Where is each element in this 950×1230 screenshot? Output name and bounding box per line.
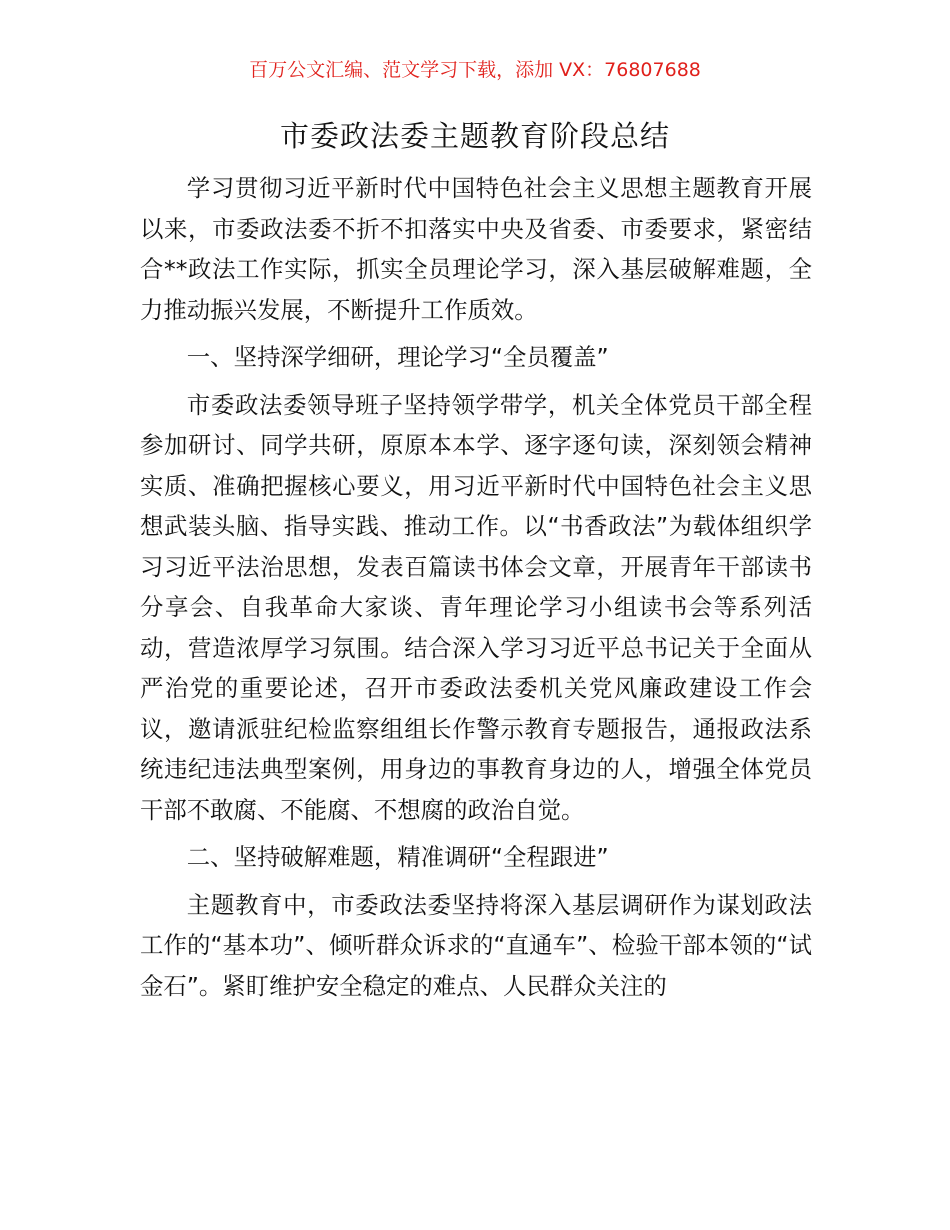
document-title: 市委政法委主题教育阶段总结 [279, 119, 670, 153]
section2-heading: 二、坚持破解难题，精准调研“全程跟进” [186, 843, 609, 871]
watermark-text: 百万公文汇编、范文学习下载，添加 VX：76807688 [249, 59, 701, 81]
section2-paragraph: 主题教育中，市委政法委坚持将深入基层调研作为谋划政法工作的“基本功”、倾听群众诉求的“直通车”、检验干部本领的“试金石”。紧盯维护安全稳定的难点、人民群众关注的 [140, 890, 812, 1000]
section1-paragraph: 市委政法委领导班子坚持领学带学，机关全体党员干部全程参加研讨、同学共研，原原本本学、逐字逐句读，深刻领会精神实质、准确把握核心要义，用习近平新时代中国特色社会主义思想武装头脑、指导实践、推动工作。以“书香政法”为载体组织学习习近平法治思想，发表百篇读书体会文章，开展青年干部读书分享会、自我革命大家谈、青年理论学习小组读书会等系列活动，营造浓厚学习氛围。结合深入学习习近平总书记关于全面从严治党的重要论述，召开市委政法委机关党风廉政建设工作会议，邀请派驻纪检监察组组长作警示教育专题报告，通报政法系统违纪违法典型案例，用身边的事教育身边的人，增强全体党员干部不敢腐、不能腐、不想腐的政治自觉。 [140, 390, 812, 824]
document-body [140, 168, 812, 1006]
section1-heading: 一、坚持深学细研，理论学习“全员覆盖” [186, 343, 609, 371]
intro-paragraph: 学习贯彻习近平新时代中国特色社会主义思想主题教育开展以来，市委政法委不折不扣落实中央及省委、市委要求，紧密结合**政法工作实际，抓实全员理论学习，深入基层破解难题，全力推动振兴发展，不断提升工作质效。 [140, 174, 812, 324]
